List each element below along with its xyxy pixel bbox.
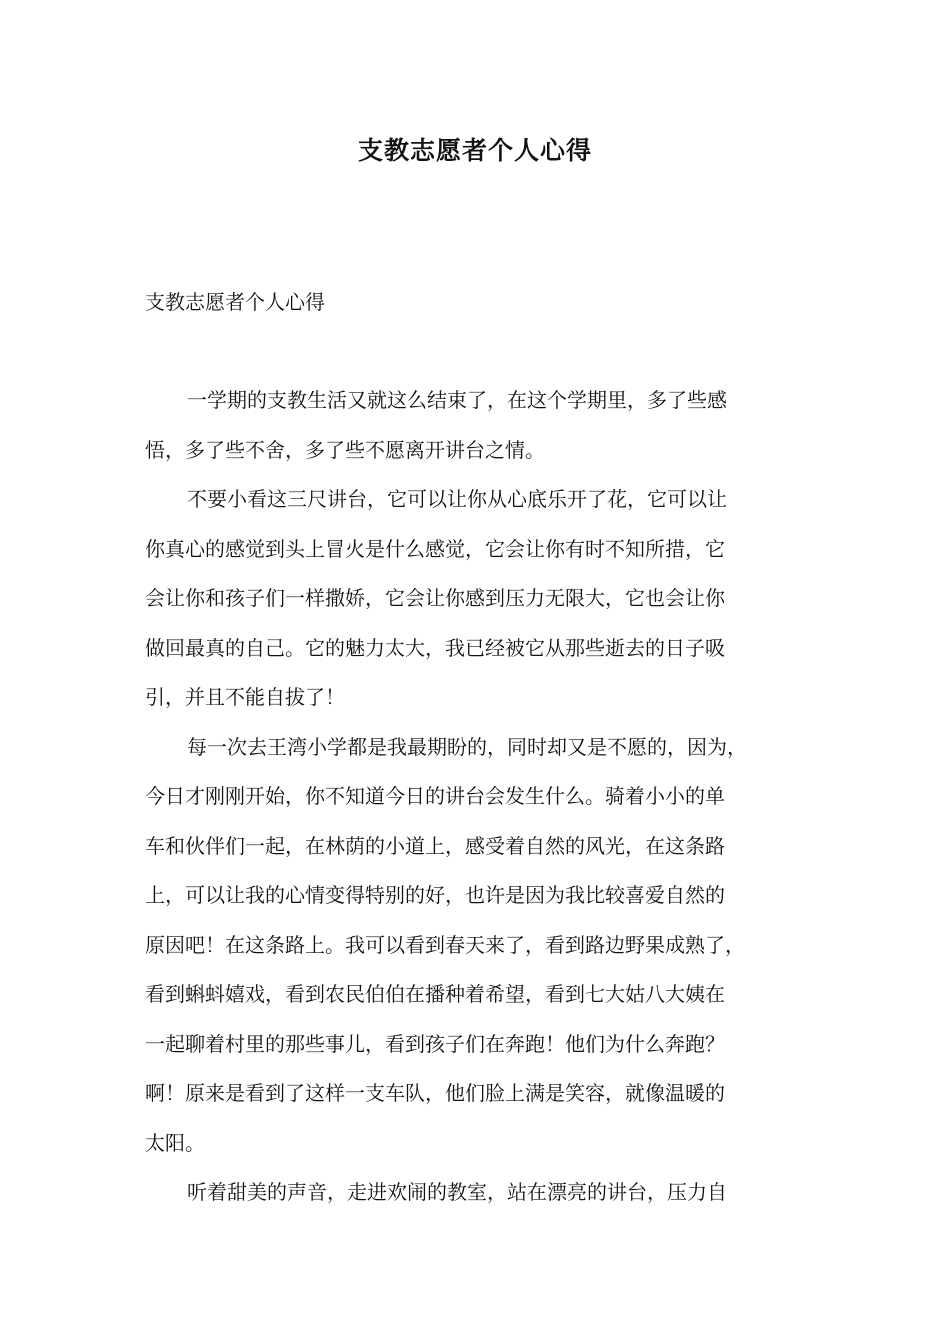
document-subtitle: 支教志愿者个人心得: [145, 290, 325, 314]
text-line: 听着甜美的声音，走进欢闹的教室，站在漂亮的讲台，压力自: [187, 1180, 727, 1204]
text-line: 引，并且不能自拔了！: [145, 685, 345, 709]
text-line: 你真心的感觉到头上冒火是什么感觉，它会让你有时不知所措，它: [145, 536, 725, 561]
text-line: 啊！原来是看到了这样一支车队，他们脸上满是笑容，就像温暖的: [145, 1081, 725, 1105]
text-line: 每一次去王湾小学都是我最期盼的，同时却又是不愿的，因为，: [187, 734, 747, 759]
document-title: 支教志愿者个人心得: [357, 136, 592, 165]
text-line: 一学期的支教生活又就这么结束了，在这个学期里，多了些感: [187, 388, 727, 412]
text-line: 看到蝌蚪嬉戏，看到农民伯伯在播种着希望，看到七大姑八大姨在: [145, 982, 725, 1006]
text-line: 上，可以让我的心情变得特别的好，也许是因为我比较喜爱自然的: [145, 883, 725, 907]
text-line: 今日才刚刚开始，你不知道今日的讲台会发生什么。骑着小小的单: [145, 784, 725, 808]
text-line: 悟，多了些不舍，多了些不愿离开讲台之情。: [145, 437, 545, 462]
text-line: 一起聊着村里的那些事儿，看到孩子们在奔跑！他们为什么奔跑？: [145, 1031, 725, 1056]
text-line: 做回最真的自己。它的魅力太大，我已经被它从那些逝去的日子吸: [145, 635, 725, 660]
text-line: 车和伙伴们一起，在林荫的小道上，感受着自然的风光，在这条路: [145, 833, 725, 858]
text-line: 原因吧！在这条路上。我可以看到春天来了，看到路边野果成熟了，: [145, 932, 745, 957]
text-line: 太阳。: [145, 1130, 205, 1155]
document-body: [145, 380, 815, 1222]
text-line: 会让你和孩子们一样撒娇，它会让你感到压力无限大，它也会让你: [145, 586, 725, 610]
text-line: 不要小看这三尺讲台，它可以让你从心底乐开了花，它可以让: [187, 487, 727, 511]
